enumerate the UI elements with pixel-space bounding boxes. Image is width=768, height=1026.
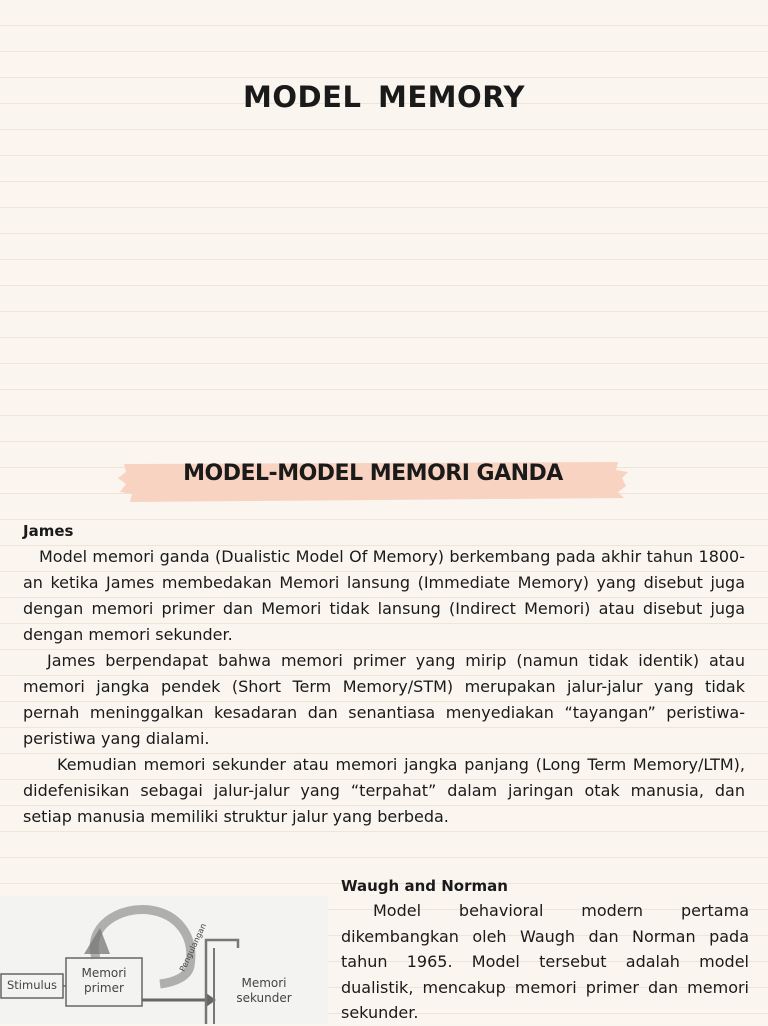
waugh-norman-section <box>341 874 749 1026</box>
james-section <box>23 518 745 830</box>
section-heading-waugh-norman: Waugh and Norman <box>341 877 508 895</box>
stimulus-label: Stimulus <box>7 978 57 992</box>
waugh-norman-paragraph: Model behavioral modern pertama dikembangkan oleh Waugh dan Norman pada tahun 1965. Model tersebut adalah model dualistik, mencakup memori primer dan memori sekunder. <box>341 901 749 1022</box>
james-paragraph-3: Kemudian memori sekunder atau memori jangka panjang (Long Term Memory/LTM), didefenisikan sebagai jalur-jalur yang “terpahat” dalam jaringan otak manusia, dan setiap manusia memiliki struktur jalur yang berbeda. <box>23 755 745 826</box>
loop-label: Pengulangan <box>177 922 209 973</box>
james-paragraph-2: James berpendapat bahwa memori primer yang mirip (namun tidak identik) atau memori jangka pendek (Short Term Memory/STM) merupakan jalur-jalur yang tidak pernah meninggalkan kesadaran dan senantiasa menyediakan “tayangan” peristiwa-peristiwa yang dialami. <box>23 651 745 748</box>
primary-memory-label: Memori primer <box>81 966 127 995</box>
section-heading-james: James <box>23 522 74 540</box>
james-paragraph-1: Model memori ganda (Dualistic Model Of Memory) berkembang pada akhir tahun 1800-an ketika James membedakan Memori lansung (Immediate Memory) yang disebut juga dengan memori primer dan Memori tidak lansung (Indirect Memori) atau disebut juga dengan memori sekunder. <box>23 547 745 644</box>
page-title: MODEL MEMORY <box>243 80 525 114</box>
secondary-memory-label: Memori sekunder <box>236 976 292 1005</box>
banner-title: MODEL-MODEL MEMORI GANDA <box>183 461 563 486</box>
memory-model-diagram <box>0 896 328 1024</box>
section-banner <box>118 458 628 504</box>
